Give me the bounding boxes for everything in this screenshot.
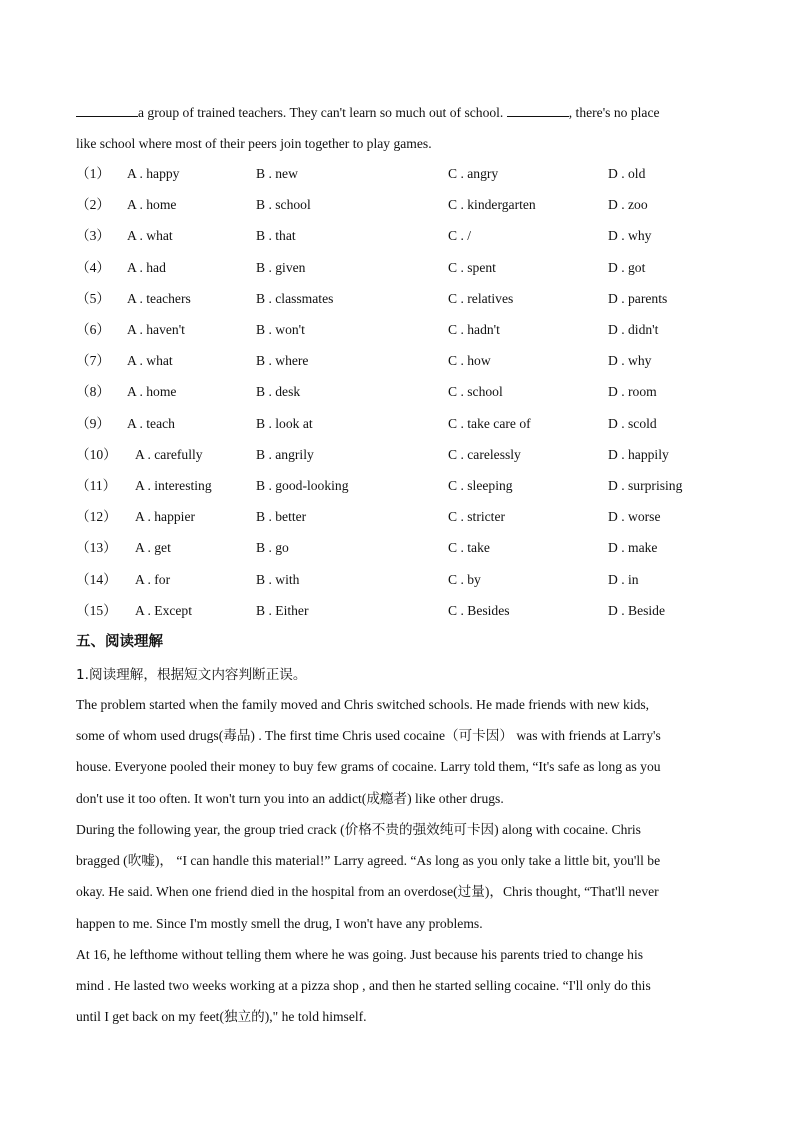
option-b: B . school [256,197,311,213]
option-d: D . make [608,540,658,556]
option-row [76,538,716,558]
passage-line: happen to me. Since I'm mostly smell the drug, I won't have any problems. [76,915,483,931]
option-a: A . home [127,197,177,213]
option-row [76,570,716,590]
option-row [76,414,716,434]
option-c: C . stricter [448,509,506,525]
passage-line: don't use it too often. It won't turn you into an addict(成瘾者) like other drugs. [76,790,504,806]
question-number: （7） [76,353,110,369]
option-b: B . given [256,259,306,275]
passage-paragraph-2 [76,814,712,939]
question-number: （4） [76,259,110,275]
answer-blank [76,104,138,117]
passage-line: some of whom used drugs(毒品) . The first time Chris used cocaine（可卡因） was with friends at Larry's [76,728,661,744]
option-c: C . how [448,353,491,369]
option-d: D . why [608,353,652,369]
option-row [76,320,716,340]
option-c: C . kindergarten [448,197,536,213]
intro-text: , there's no place [568,105,660,120]
option-a: A . happier [135,509,196,525]
option-row [76,382,716,402]
question-number: （15） [76,602,117,618]
option-c: C . take care of [448,415,531,431]
passage-line: The problem started when the family moved and Chris switched schools. He made friends with new kids, [76,697,650,712]
question-number: （8） [76,384,110,400]
option-c: C . sleeping [448,478,513,493]
option-a: A . interesting [135,478,212,493]
question-number: （1） [76,166,110,181]
option-a: A . for [135,571,171,587]
question-number: （12） [76,509,117,525]
passage-line: bragged (吹嘘)， “I can handle this material!” Larry agreed. “As long as you only take a little bit, you'll be [76,853,661,869]
option-b: B . look at [256,415,313,431]
option-d: D . why [608,228,652,244]
option-row [76,507,716,527]
option-b: B . that [256,228,296,244]
option-d: D . zoo [608,197,648,213]
option-b: B . Either [256,602,309,618]
question-number: （13） [76,540,117,556]
option-row [76,289,716,309]
option-d: D . got [608,259,646,275]
option-a: A . happy [127,166,180,181]
section-instruction: 1.阅读理解，根据短文内容判断正误。 [76,667,307,683]
question-number: （14） [76,571,117,587]
option-b: B . new [256,166,298,181]
question-number: （11） [76,478,117,493]
option-c: C . / [448,228,472,244]
question-number: （2） [76,197,110,213]
option-a: A . carefully [135,446,203,462]
option-b: B . good-looking [256,478,349,493]
option-a: A . teach [127,415,175,431]
question-number: （5） [76,290,110,306]
option-a: A . Except [135,602,193,618]
option-b: B . classmates [256,290,334,306]
answer-blank [507,104,569,117]
passage-line: mind . He lasted two weeks working at a pizza shop , and then he started selling cocaine. “I'll only do this [76,978,651,994]
option-a: A . what [127,353,173,369]
option-d: D . surprising [608,478,683,493]
option-row [76,258,716,278]
option-c: C . carelessly [448,446,521,462]
passage-line: okay. He said. When one friend died in the hospital from an overdose(过量)，Chris thought, “That'll never [76,884,659,900]
option-c: C . hadn't [448,322,500,337]
option-c: C . by [448,571,481,587]
option-row [76,601,716,621]
option-a: A . teachers [127,290,191,306]
passage-line: house. Everyone pooled their money to buy few grams of cocaine. Larry told them, “It's safe as long as you [76,759,661,775]
option-c: C . spent [448,259,496,275]
passage-line: until I get back on my feet(独立的)," he told himself. [76,1009,367,1025]
option-c: C . take [448,540,490,556]
intro-line-2: like school where most of their peers join together to play games. [76,136,432,151]
question-number: （6） [76,322,110,337]
option-b: B . better [256,509,307,525]
option-c: C . Besides [448,602,510,618]
option-d: D . room [608,384,657,400]
option-b: B . angrily [256,446,314,462]
option-b: B . desk [256,384,301,400]
option-a: A . haven't [127,322,185,337]
passage-paragraph-1 [76,689,712,814]
option-row [76,445,716,465]
option-a: A . what [127,228,173,244]
option-b: B . with [256,571,300,587]
option-d: D . worse [608,509,661,525]
option-row [76,195,716,215]
section-title: 五、阅读理解 [76,634,163,650]
option-d: D . didn't [608,322,659,337]
option-row [76,226,716,246]
option-row [76,351,716,371]
option-row [76,476,716,496]
question-number: （3） [76,228,110,244]
passage-line: At 16, he lefthome without telling them where he was going. Just because his parents tried to change his [76,947,644,962]
option-c: C . relatives [448,290,514,306]
option-a: A . home [127,384,177,400]
option-b: B . go [256,540,289,556]
intro-text: a group of trained teachers. They can't learn so much out of school. [138,105,504,120]
option-c: C . angry [448,166,499,181]
option-c: C . school [448,384,503,400]
question-number: （9） [76,415,110,431]
question-number: （10） [76,446,117,462]
option-a: A . had [127,259,166,275]
option-row [76,164,716,184]
passage-line: During the following year, the group tried crack (价格不贵的强效纯可卡因) along with cocaine. Chris [76,822,641,837]
passage-paragraph-3 [76,939,712,1033]
option-b: B . where [256,353,309,369]
option-d: D . happily [608,446,669,462]
option-d: D . old [608,166,646,181]
intro-line-1 [76,104,660,122]
option-d: D . Beside [608,602,666,618]
option-d: D . parents [608,290,668,306]
option-d: D . in [608,571,639,587]
option-b: B . won't [256,322,305,337]
option-a: A . get [135,540,171,556]
option-d: D . scold [608,415,657,431]
